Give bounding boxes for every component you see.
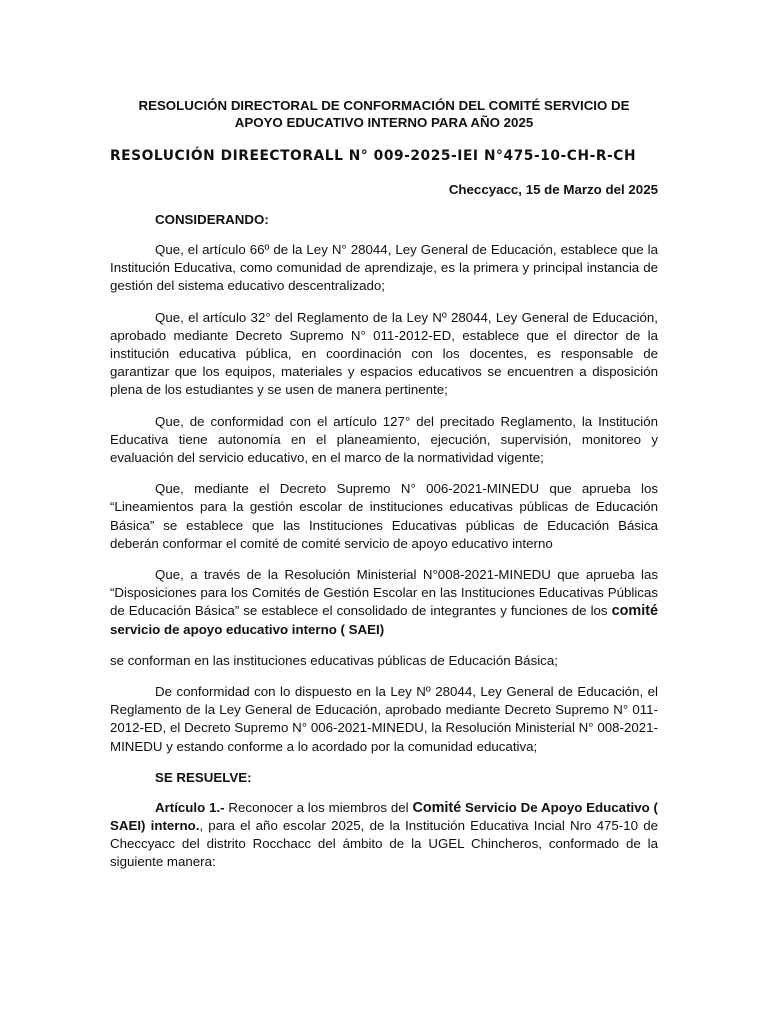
article-1-bold: Servicio De Apoyo Educativo ( SAEI) interno. (110, 799, 658, 834)
paragraph-5 (110, 566, 658, 639)
article-1-text-1: Reconocer a los miembros del (224, 799, 413, 815)
document-date: Checcyacc, 15 de Marzo del 2025 (448, 182, 658, 197)
article-1-text-2: , para el año escolar 2025, de la Institución Educativa Incial Nro 475-10 de Checcyacc del distrito Rocchacc del ámbito de la UGEL Chincheros, conformado de la siguiente manera: (110, 818, 658, 870)
paragraph-4: Que, mediante el Decreto Supremo N° 006-2021-MINEDU que aprueba los “Lineamientos para la gestión escolar de instituciones educativas públicas de Educación Básica” se establece que las Instituciones Educativas públicas de Educación Básica deberán conformar el comité de comité servicio de apoyo educativo interno (110, 481, 658, 551)
paragraph-3: Que, de conformidad con el artículo 127° del precitado Reglamento, la Institución Educativa tiene autonomía en el planeamiento, ejecución, supervisión, monitoreo y evaluación del servicio educativo, en el marco de la normatividad vigente; (110, 413, 658, 466)
article-1 (110, 799, 658, 872)
paragraph-5-text: Que, a través de la Resolución Ministerial N°008-2021-MINEDU que aprueba las “Disposiciones para los Comités de Gestión Escolar en las Instituciones Educativas Públicas de Educación Básica” se establece el consolidado de integrantes y funciones de los (110, 567, 658, 619)
resolution-number: RESOLUCIÓN DIREECTORALL N° 009-2025-IEI N°475-10-CH-R-CH (110, 148, 637, 164)
paragraph-1: Que, el artículo 66º de la Ley N° 28044, Ley General de Educación, establece que la Institución Educativa, como comunidad de aprendizaje, es la primera y principal instancia de gestión del sistema educativo descentralizado; (110, 242, 658, 294)
paragraph-2: Que, el artículo 32° del Reglamento de la Ley Nº 28044, Ley General de Educación, aprobado mediante Decreto Supremo N° 011-2012-ED, establece que el director de la institución educativa pública, en coordinación con los docentes, es responsable de garantizar que los equipos, materiales y espacios educativos se encuentren a disposición plena de los estudiantes y se usen de manera pertinente; (110, 309, 658, 398)
document-title: RESOLUCIÓN DIRECTORAL DE CONFORMACIÓN DEL COMITÉ SERVICIO DE APOYO EDUCATIVO INTERNO PARA AÑO 2025 (138, 98, 630, 130)
article-1-bold-big: Comité (412, 799, 462, 816)
paragraph-7: De conformidad con lo dispuesto en la Ley Nº 28044, Ley General de Educación, el Reglamento de la Ley General de Educación, aprobado mediante Decreto Supremo N° 011-2012-ED, el Decreto Supremo N° 006-2021-MINEDU, la Resolución Ministerial N° 008-2021-MINEDU y estando conforme a lo acordado por la comunidad educativa; (110, 684, 658, 754)
considerando-heading: CONSIDERANDO: (155, 212, 269, 227)
resuelve-heading: SE RESUELVE: (155, 769, 252, 785)
paragraph-5-bold-big: comité (611, 603, 658, 620)
article-1-label: Artículo 1.- (155, 799, 225, 815)
paragraph-6: se conforman en las instituciones educativas públicas de Educación Básica; (110, 652, 558, 668)
paragraph-5-bold: servicio de apoyo educativo interno ( SAEI) (110, 621, 385, 637)
